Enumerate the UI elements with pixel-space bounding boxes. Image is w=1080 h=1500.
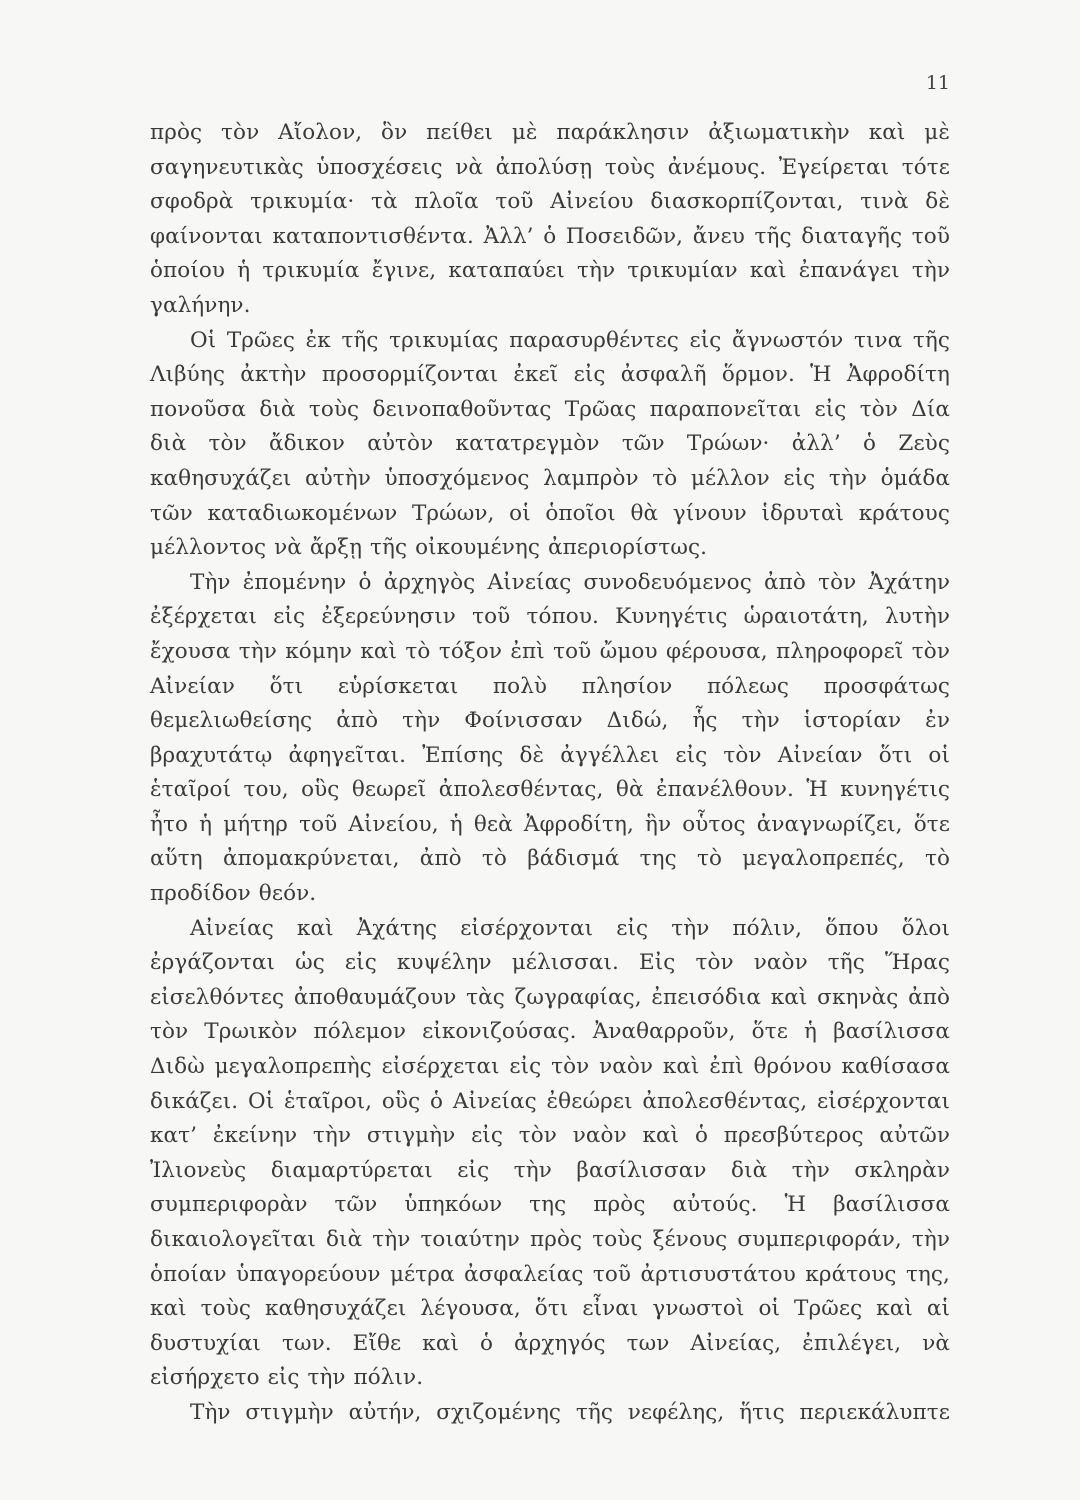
paragraph-2: Οἱ Τρῶες ἐκ τῆς τρικυμίας παρασυρθέντες εἰς ἄγνωστόν τινα τῆς Λιβύης ἀκτὴν προσορμίζονται ἐκεῖ εἰς ἀσφαλῆ ὅρμον. Ἡ Ἀφροδίτη πονοῦσα διὰ τοὺς δεινοπαθοῦντας Τρῶας παραπονεῖται εἰς τὸν Δία διὰ τὸν ἄδικον αὐτὸν κατατρεγμὸν τῶν Τρώων· ἀλλ’ ὁ Ζεὺς καθησυχάζει αὐτὴν ὑποσχόμενος λαμπρὸν τὸ μέλλον εἰς τὴν ὁμάδα τῶν καταδιωκομένων Τρώων, οἱ ὁποῖοι θὰ γίνουν ἱδρυταὶ κράτους μέλλοντος νὰ ἄρξῃ τῆς οἰκουμένης ἀπεριορίστως.	[150, 327, 950, 561]
page-number: 11	[925, 72, 950, 94]
paragraph-5: Τὴν στιγμὴν αὐτήν, σχιζομένης τῆς νεφέλης, ἥτις περιεκάλυπτε	[190, 1399, 950, 1425]
paragraph-1: πρὸς τὸν Αἴολον, ὃν πείθει μὲ παράκλησιν ἀξιωματικὴν καὶ μὲ σαγηνευτικὰς ὑποσχέσεις νὰ ἀπολύσῃ τοὺς ἀνέμους. Ἐγείρεται τότε σφοδρὰ τρικυμία· τὰ πλοῖα τοῦ Αἰνείου διασκορπίζονται, τινὰ δὲ φαίνονται καταποντισθέντα. Ἀλλ’ ὁ Ποσειδῶν, ἄνευ τῆς διαταγῆς τοῦ ὁποίου ἡ τρικυμία ἔγινε, καταπαύει τὴν τρικυμίαν καὶ ἐπανάγει τὴν γαλήνην.	[150, 120, 950, 318]
paragraph-4: Αἰνείας καὶ Ἀχάτης εἰσέρχονται εἰς τὴν πόλιν, ὅπου ὅλοι ἐργάζονται ὡς εἰς κυψέλην μέλισσαι. Εἰς τὸν ναὸν τῆς Ἥρας εἰσελθόντες ἀποθαυμάζουν τὰς ζωγραφίας, ἐπεισόδια καὶ σκηνὰς ἀπὸ τὸν Τρωικὸν πόλεμον εἰκονιζούσας. Ἀναθαρροῦν, ὅτε ἡ βασίλισσα Διδὼ μεγαλοπρεπὴς εἰσέρχεται εἰς τὸν ναὸν καὶ ἐπὶ θρόνου καθίσασα δικάζει. Οἱ ἑταῖροι, οὓς ὁ Αἰνείας ἐθεώρει ἀπολεσθέντας, εἰσέρχονται κατ’ ἐκείνην τὴν στιγμὴν εἰς τὸν ναὸν καὶ ὁ πρεσβύτερος αὐτῶν Ἰλιονεὺς διαμαρτύρεται εἰς τὴν βασίλισσαν διὰ τὴν σκληρὰν συμπεριφορὰν τῶν ὑπηκόων της πρὸς αὐτούς. Ἡ βασίλισσα δικαιολογεῖται διὰ τὴν τοιαύτην πρὸς τοὺς ξένους συμπεριφοράν, τὴν ὁποίαν ὑπαγορεύουν μέτρα ἀσφαλείας τοῦ ἀρτισυστάτου κράτους της, καὶ τοὺς καθησυχάζει λέγουσα, ὅτι εἶναι γνωστοὶ οἱ Τρῶες καὶ αἱ δυστυχίαι των. Εἴθε καὶ ὁ ἀρχηγός των Αἰνείας, ἐπιλέγει, νὰ εἰσήρχετο εἰς τὴν πόλιν.	[150, 915, 950, 1391]
paragraph-3: Τὴν ἐπομένην ὁ ἀρχηγὸς Αἰνείας συνοδευόμενος ἀπὸ τὸν Ἀχάτην ἐξέρχεται εἰς ἐξερεύνησιν τοῦ τόπου. Κυνηγέτις ὡραιοτάτη, λυτὴν ἔχουσα τὴν κόμην καὶ τὸ τόξον ἐπὶ τοῦ ὤμου φέρουσα, πληροφορεῖ τὸν Αἰνείαν ὅτι εὑρίσκεται πολὺ πλησίον πόλεως προσφάτως θεμελιωθείσης ἀπὸ τὴν Φοίνισσαν Διδώ, ἧς τὴν ἱστορίαν ἐν βραχυτάτῳ ἀφηγεῖται. Ἐπίσης δὲ ἀγγέλλει εἰς τὸν Αἰνείαν ὅτι οἱ ἑταῖροί του, οὓς θεωρεῖ ἀπολεσθέντας, θὰ ἐπανέλθουν. Ἡ κυνηγέτις ἦτο ἡ μήτηρ τοῦ Αἰνείου, ἡ θεὰ Ἀφροδίτη, ἣν οὗτος ἀναγνωρίζει, ὅτε αὕτη ἀπομακρύνεται, ἀπὸ τὸ βάδισμά της τὸ μεγαλοπρεπές, τὸ προδίδον θεόν.	[150, 569, 950, 907]
text-body	[150, 116, 950, 1431]
